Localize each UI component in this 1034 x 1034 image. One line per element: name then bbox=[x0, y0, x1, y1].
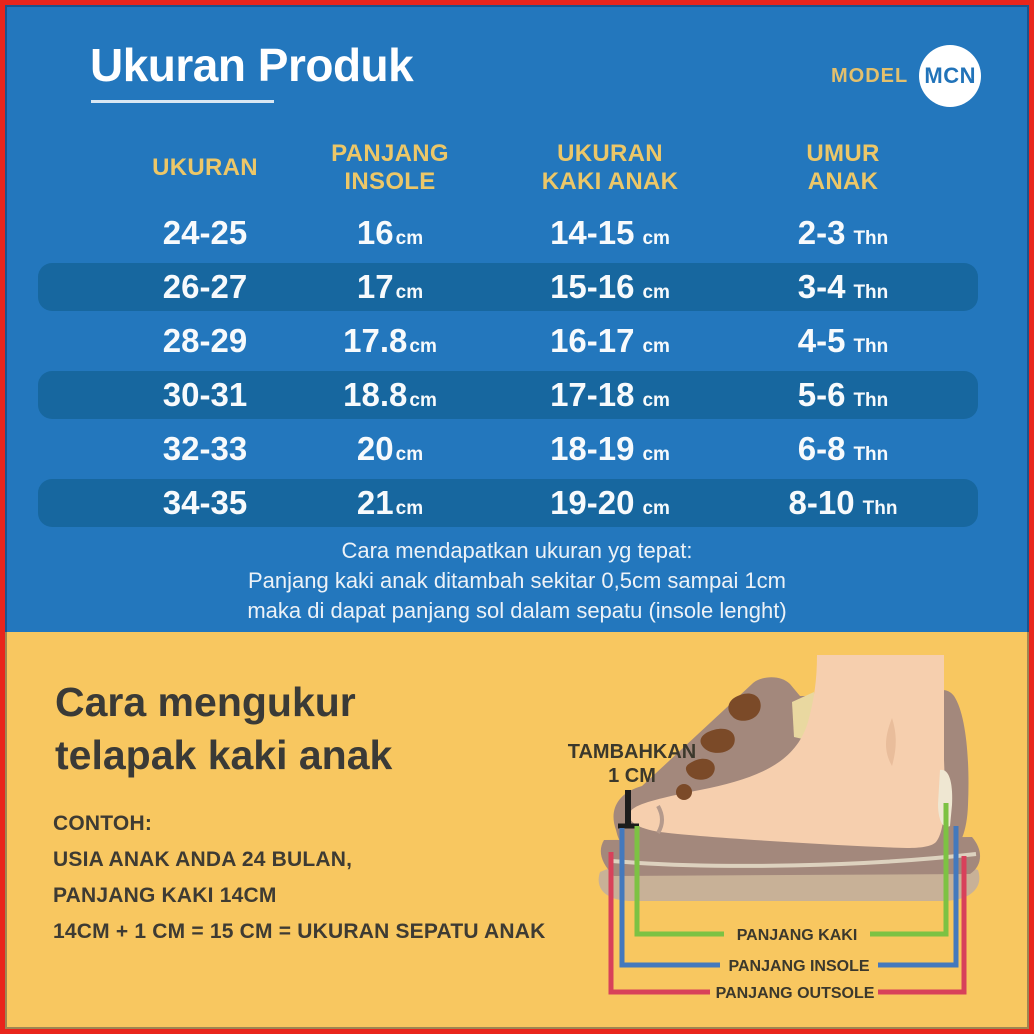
panjang-insole-label: PANJANG INSOLE bbox=[728, 958, 870, 975]
cell-ukuran: 28-29 bbox=[162, 322, 248, 359]
shoe-measure-illustration bbox=[540, 640, 1028, 1030]
sizing-note-line: Panjang kaki anak ditambah sekitar 0,5cm sampai 1cm bbox=[247, 568, 787, 593]
cell-umur: 5-6 Thn bbox=[797, 376, 889, 413]
column-header-umur-anak: UMUR ANAK bbox=[806, 140, 880, 195]
cell-insole: 18.8 cm bbox=[343, 376, 437, 413]
model-info bbox=[831, 45, 981, 107]
title-underline bbox=[91, 100, 274, 103]
sizing-note bbox=[5, 536, 1029, 626]
column-header-panjang-insole: PANJANG INSOLE bbox=[331, 140, 449, 195]
cell-insole: 21 cm bbox=[356, 484, 424, 521]
cell-insole: 17.8 cm bbox=[343, 322, 437, 359]
table-row bbox=[38, 263, 978, 311]
table-row bbox=[38, 479, 978, 527]
example-line: USIA ANAK ANDA 24 BULAN, bbox=[53, 848, 353, 871]
page-title: Ukuran Produk bbox=[90, 39, 414, 91]
cell-ukuran: 30-31 bbox=[162, 376, 248, 413]
add-1cm-value: 1 CM bbox=[608, 765, 656, 787]
example-block bbox=[53, 812, 545, 956]
cell-kaki: 17-18 cm bbox=[550, 376, 670, 413]
cell-kaki: 15-16 cm bbox=[550, 268, 670, 305]
panjang-outsole-label: PANJANG OUTSOLE bbox=[715, 985, 875, 1002]
cell-kaki: 18-19 cm bbox=[550, 430, 670, 467]
cell-insole: 17 cm bbox=[356, 268, 424, 305]
table-row bbox=[38, 425, 978, 473]
cell-kaki: 14-15 cm bbox=[550, 214, 670, 251]
cell-umur: 6-8 Thn bbox=[797, 430, 889, 467]
cell-ukuran: 26-27 bbox=[162, 268, 248, 305]
cell-insole: 20 cm bbox=[356, 430, 424, 467]
cell-ukuran: 34-35 bbox=[162, 484, 248, 521]
cell-ukuran: 24-25 bbox=[162, 214, 248, 251]
cell-ukuran: 32-33 bbox=[162, 430, 248, 467]
cell-insole: 16 cm bbox=[356, 214, 424, 251]
add-1cm-label: TAMBAHKAN bbox=[567, 741, 697, 763]
table-row bbox=[38, 371, 978, 419]
size-chart-section bbox=[5, 5, 1029, 632]
example-line: PANJANG KAKI 14CM bbox=[53, 884, 277, 907]
lace-patch bbox=[676, 784, 692, 800]
column-header-ukuran: UKURAN bbox=[152, 154, 258, 181]
model-badge bbox=[919, 45, 981, 107]
example-line: 14CM + 1 CM = 15 CM = UKURAN SEPATU ANAK bbox=[53, 920, 546, 943]
table-row bbox=[38, 317, 978, 365]
measure-heading: Cara mengukur telapak kaki anak bbox=[55, 679, 393, 778]
cell-kaki: 16-17 cm bbox=[550, 322, 670, 359]
model-value: MCN bbox=[924, 63, 977, 88]
cell-kaki: 19-20 cm bbox=[550, 484, 670, 521]
table-row bbox=[38, 209, 978, 257]
panjang-kaki-label: PANJANG KAKI bbox=[736, 927, 858, 944]
cell-umur: 3-4 Thn bbox=[797, 268, 889, 305]
cell-umur: 8-10 Thn bbox=[788, 484, 898, 521]
sizing-note-line: maka di dapat panjang sol dalam sepatu (insole lenght) bbox=[247, 598, 787, 623]
cell-umur: 2-3 Thn bbox=[797, 214, 889, 251]
model-label: MODEL bbox=[831, 64, 909, 87]
cell-umur: 4-5 Thn bbox=[797, 322, 889, 359]
sizing-note-line: Cara mendapatkan ukuran yg tepat: bbox=[341, 538, 693, 563]
example-line: CONTOH: bbox=[53, 812, 153, 835]
column-header-ukuran-kaki-anak: UKURAN KAKI ANAK bbox=[541, 140, 679, 195]
